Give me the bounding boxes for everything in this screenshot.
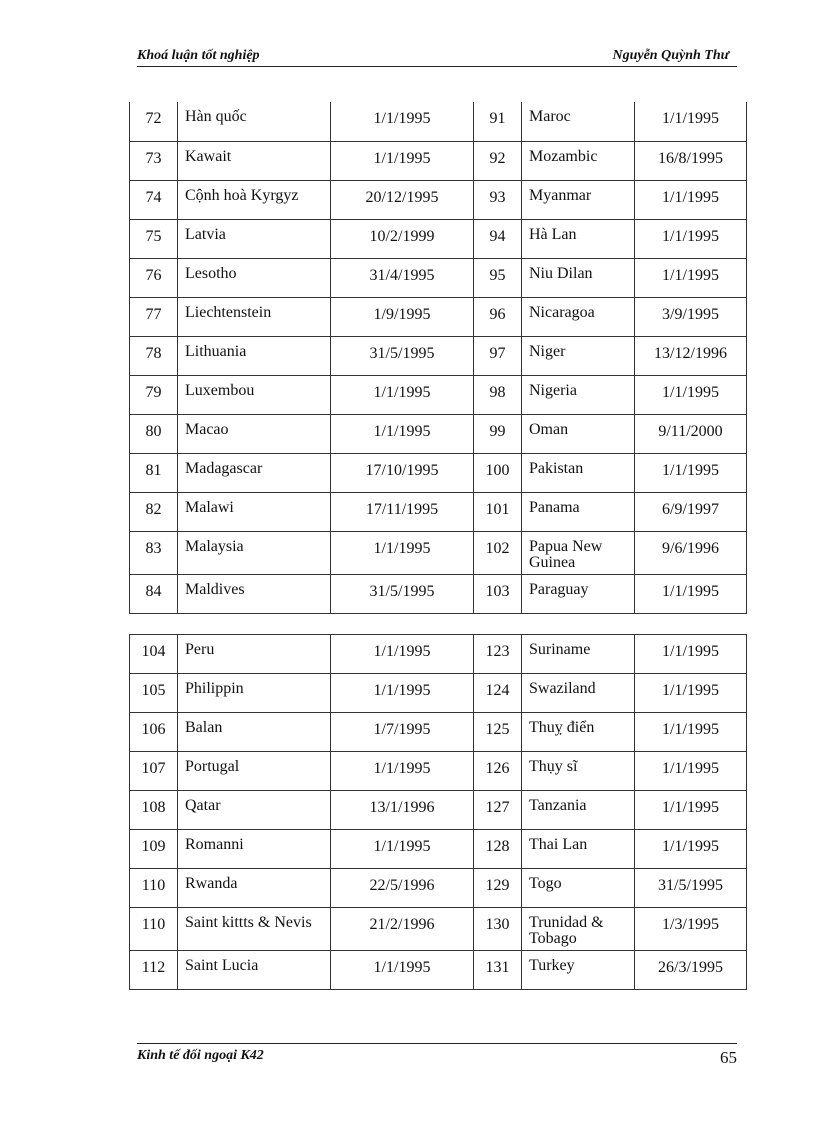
join-date: 1/1/1995 xyxy=(635,219,747,258)
row-number: 79 xyxy=(130,375,178,414)
join-date: 6/9/1997 xyxy=(635,492,747,531)
country-name: Luxembou xyxy=(178,375,331,414)
join-date: 20/12/1995 xyxy=(331,180,474,219)
page-header xyxy=(137,48,737,67)
join-date: 10/2/1999 xyxy=(331,219,474,258)
join-date: 1/1/1995 xyxy=(635,791,747,830)
country-name: Niger xyxy=(522,336,635,375)
join-date: 3/9/1995 xyxy=(635,297,747,336)
country-name: Hàn quốc xyxy=(178,102,331,141)
join-date: 1/1/1995 xyxy=(331,674,474,713)
table-row xyxy=(130,791,747,830)
table-row xyxy=(130,674,747,713)
country-name: Madagascar xyxy=(178,453,331,492)
row-number: 125 xyxy=(474,713,522,752)
country-name: Papua New Guinea xyxy=(522,531,635,574)
table-row xyxy=(130,180,747,219)
join-date: 1/3/1995 xyxy=(635,908,747,951)
country-name: Malawi xyxy=(178,492,331,531)
join-date: 17/11/1995 xyxy=(331,492,474,531)
row-number: 78 xyxy=(130,336,178,375)
country-name: Cộnh hoà Kyrgyz xyxy=(178,180,331,219)
join-date: 22/5/1996 xyxy=(331,869,474,908)
row-number: 95 xyxy=(474,258,522,297)
table-row xyxy=(130,830,747,869)
row-number: 110 xyxy=(130,869,178,908)
join-date: 1/1/1995 xyxy=(331,414,474,453)
row-number: 93 xyxy=(474,180,522,219)
country-name: Nicaragoa xyxy=(522,297,635,336)
join-date: 1/1/1995 xyxy=(331,102,474,141)
table-row xyxy=(130,574,747,613)
join-date: 31/5/1995 xyxy=(331,574,474,613)
country-name: Pakistan xyxy=(522,453,635,492)
footer-left: Kinh tế đối ngoại K42 xyxy=(137,1048,264,1063)
join-date: 1/1/1995 xyxy=(635,752,747,791)
country-name: Thuỵ điển xyxy=(522,713,635,752)
country-name: Trunidad & Tobago xyxy=(522,908,635,951)
join-date: 1/1/1995 xyxy=(331,531,474,574)
table-row xyxy=(130,141,747,180)
row-number: 109 xyxy=(130,830,178,869)
row-number: 74 xyxy=(130,180,178,219)
row-number: 124 xyxy=(474,674,522,713)
row-number: 97 xyxy=(474,336,522,375)
table-row xyxy=(130,869,747,908)
page-footer xyxy=(137,1043,737,1070)
join-date: 1/1/1995 xyxy=(635,180,747,219)
country-name: Lesotho xyxy=(178,258,331,297)
row-number: 76 xyxy=(130,258,178,297)
row-number: 81 xyxy=(130,453,178,492)
row-number: 123 xyxy=(474,635,522,674)
page-number: 65 xyxy=(720,1048,737,1067)
row-number: 102 xyxy=(474,531,522,574)
table-row xyxy=(130,635,747,674)
country-name: Lithuania xyxy=(178,336,331,375)
row-number: 91 xyxy=(474,102,522,141)
country-name: Maroc xyxy=(522,102,635,141)
country-name: Togo xyxy=(522,869,635,908)
join-date: 1/1/1995 xyxy=(635,453,747,492)
row-number: 101 xyxy=(474,492,522,531)
country-name: Swaziland xyxy=(522,674,635,713)
country-name: Malaysia xyxy=(178,531,331,574)
country-name: Romanni xyxy=(178,830,331,869)
header-right: Nguyễn Quỳnh Thư xyxy=(612,48,729,63)
row-number: 128 xyxy=(474,830,522,869)
country-name: Thụy sĩ xyxy=(522,752,635,791)
join-date: 21/2/1996 xyxy=(331,908,474,951)
countries-table-1 xyxy=(129,102,747,614)
join-date: 1/1/1995 xyxy=(331,752,474,791)
row-number: 73 xyxy=(130,141,178,180)
join-date: 1/1/1995 xyxy=(635,635,747,674)
join-date: 31/5/1995 xyxy=(635,869,747,908)
row-number: 92 xyxy=(474,141,522,180)
country-name: Peru xyxy=(178,635,331,674)
table-row xyxy=(130,219,747,258)
country-name: Macao xyxy=(178,414,331,453)
join-date: 1/1/1995 xyxy=(635,258,747,297)
join-date: 1/1/1995 xyxy=(635,574,747,613)
country-name: Latvia xyxy=(178,219,331,258)
row-number: 108 xyxy=(130,791,178,830)
row-number: 99 xyxy=(474,414,522,453)
join-date: 1/1/1995 xyxy=(331,830,474,869)
country-name: Panama xyxy=(522,492,635,531)
country-name: Paraguay xyxy=(522,574,635,613)
row-number: 105 xyxy=(130,674,178,713)
row-number: 126 xyxy=(474,752,522,791)
table-row xyxy=(130,752,747,791)
row-number: 110 xyxy=(130,908,178,951)
row-number: 80 xyxy=(130,414,178,453)
row-number: 129 xyxy=(474,869,522,908)
country-name: Suriname xyxy=(522,635,635,674)
country-name: Niu Dilan xyxy=(522,258,635,297)
row-number: 103 xyxy=(474,574,522,613)
country-name: Myanmar xyxy=(522,180,635,219)
table-row xyxy=(130,713,747,752)
row-number: 94 xyxy=(474,219,522,258)
join-date: 1/1/1995 xyxy=(331,951,474,990)
join-date: 1/1/1995 xyxy=(331,635,474,674)
country-name: Balan xyxy=(178,713,331,752)
join-date: 1/1/1995 xyxy=(331,141,474,180)
table-row xyxy=(130,908,747,951)
join-date: 13/12/1996 xyxy=(635,336,747,375)
row-number: 83 xyxy=(130,531,178,574)
join-date: 31/5/1995 xyxy=(331,336,474,375)
row-number: 77 xyxy=(130,297,178,336)
row-number: 127 xyxy=(474,791,522,830)
header-left: Khoá luận tốt nghiệp xyxy=(137,48,260,63)
table-row xyxy=(130,258,747,297)
join-date: 1/1/1995 xyxy=(635,674,747,713)
join-date: 17/10/1995 xyxy=(331,453,474,492)
row-number: 131 xyxy=(474,951,522,990)
countries-table-2 xyxy=(129,634,747,990)
table-row xyxy=(130,297,747,336)
country-name: Oman xyxy=(522,414,635,453)
country-name: Saint Lucia xyxy=(178,951,331,990)
country-name: Saint kittts & Nevis xyxy=(178,908,331,951)
row-number: 96 xyxy=(474,297,522,336)
table-row xyxy=(130,453,747,492)
country-name: Nigeria xyxy=(522,375,635,414)
table-row xyxy=(130,951,747,990)
row-number: 98 xyxy=(474,375,522,414)
country-name: Kawait xyxy=(178,141,331,180)
country-name: Qatar xyxy=(178,791,331,830)
join-date: 9/6/1996 xyxy=(635,531,747,574)
join-date: 9/11/2000 xyxy=(635,414,747,453)
table-row xyxy=(130,414,747,453)
country-name: Rwanda xyxy=(178,869,331,908)
country-name: Portugal xyxy=(178,752,331,791)
country-name: Liechtenstein xyxy=(178,297,331,336)
row-number: 72 xyxy=(130,102,178,141)
join-date: 1/1/1995 xyxy=(331,375,474,414)
table-row xyxy=(130,375,747,414)
join-date: 1/1/1995 xyxy=(635,713,747,752)
join-date: 26/3/1995 xyxy=(635,951,747,990)
join-date: 1/1/1995 xyxy=(635,102,747,141)
table-row xyxy=(130,336,747,375)
row-number: 107 xyxy=(130,752,178,791)
country-name: Turkey xyxy=(522,951,635,990)
row-number: 106 xyxy=(130,713,178,752)
row-number: 84 xyxy=(130,574,178,613)
join-date: 1/1/1995 xyxy=(635,375,747,414)
row-number: 130 xyxy=(474,908,522,951)
table-row xyxy=(130,102,747,141)
join-date: 1/9/1995 xyxy=(331,297,474,336)
row-number: 100 xyxy=(474,453,522,492)
join-date: 31/4/1995 xyxy=(331,258,474,297)
join-date: 13/1/1996 xyxy=(331,791,474,830)
row-number: 112 xyxy=(130,951,178,990)
country-name: Tanzania xyxy=(522,791,635,830)
join-date: 1/1/1995 xyxy=(635,830,747,869)
row-number: 75 xyxy=(130,219,178,258)
join-date: 16/8/1995 xyxy=(635,141,747,180)
table-row xyxy=(130,531,747,574)
country-name: Philippin xyxy=(178,674,331,713)
row-number: 82 xyxy=(130,492,178,531)
country-name: Thai Lan xyxy=(522,830,635,869)
country-name: Hà Lan xyxy=(522,219,635,258)
table-row xyxy=(130,492,747,531)
row-number: 104 xyxy=(130,635,178,674)
join-date: 1/7/1995 xyxy=(331,713,474,752)
country-name: Mozambic xyxy=(522,141,635,180)
country-name: Maldives xyxy=(178,574,331,613)
